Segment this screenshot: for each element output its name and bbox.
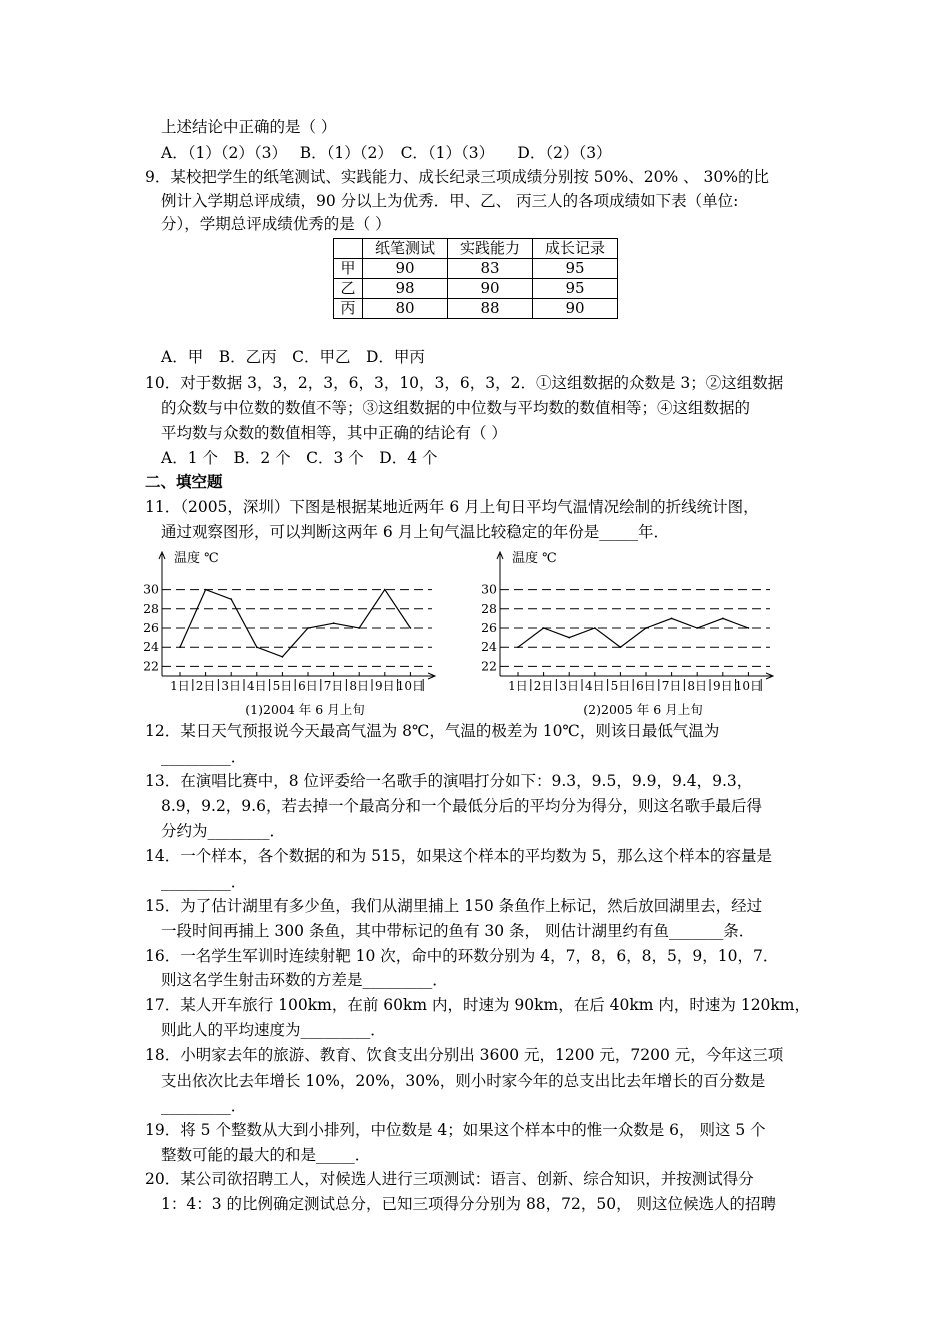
table-header-cell — [334, 239, 363, 259]
q9-options: A．甲 B．乙丙 C．甲乙 D．甲丙 — [161, 348, 425, 366]
q20-line2: 1：4：3 的比例确定测试总分，已知三项得分分别为 88，72，50， 则这位候选人的招聘 — [161, 1195, 777, 1213]
q18-line2: 支出依次比去年增长 10%，20%，30%，则小时家今年的总支出比去年增长的百分数是 — [161, 1072, 766, 1090]
data-point — [696, 627, 698, 629]
x-tick-label: 5日 — [610, 679, 631, 693]
data-point — [282, 656, 284, 658]
table-row — [334, 299, 618, 319]
table-header-cell: 成长记录 — [533, 239, 618, 259]
q13-line1: 13．在演唱比赛中，8 位评委给一名歌手的演唱打分如下：9.3，9.5，9.9，9.4，9.3， — [145, 772, 753, 790]
q9-line1: 9．某校把学生的纸笔测试、实践能力、成长纪录三项成绩分别按 50%、20% 、 30%的比 — [145, 168, 769, 186]
q18-line1: 18．小明家去年的旅游、教育、饮食支出分别出 3600 元，1200 元，7200 元，今年这三项 — [145, 1046, 784, 1064]
data-point — [543, 627, 545, 629]
table-cell: 98 — [363, 279, 448, 299]
y-tick-label: 22 — [143, 658, 159, 674]
data-point — [358, 627, 360, 629]
data-point — [671, 618, 673, 620]
chart-caption: (1)2004 年 6 月上旬 — [245, 702, 365, 717]
x-tick-label: 4日 — [246, 679, 267, 693]
q11-line1: 11．（2005，深圳）下图是根据某地近两年 6 月上旬日平均气温情况绘制的折线统计图， — [145, 498, 759, 516]
data-point — [410, 627, 412, 629]
y-tick-label: 28 — [481, 600, 497, 616]
y-tick-label: 24 — [481, 639, 497, 655]
y-axis-label: 温度 ℃ — [174, 551, 219, 566]
q19-line1: 19．将 5 个整数从大到小排列，中位数是 4；如果这个样本中的惟一众数是 6， 则这 5 个 — [145, 1121, 766, 1139]
q9-line2: 例计入学期总评成绩，90 分以上为优秀．甲、乙、 丙三人的各项成绩如下表（单位: — [161, 192, 739, 210]
q10-line3: 平均数与众数的数值相等，其中正确的结论有（ ） — [161, 424, 507, 442]
line-chart-2005 — [478, 548, 793, 723]
x-tick-label: 1日 — [170, 679, 190, 693]
table-cell: 乙 — [334, 279, 363, 299]
table-cell: 95 — [533, 279, 618, 299]
table-cell: 90 — [448, 279, 533, 299]
data-point — [205, 589, 207, 591]
table-row — [334, 259, 618, 279]
x-tick-label: 10日 — [734, 679, 763, 693]
data-point — [568, 637, 570, 639]
table-cell: 90 — [363, 259, 448, 279]
y-tick-label: 26 — [481, 620, 497, 635]
chart-caption: (2)2005 年 6 月上旬 — [583, 702, 703, 717]
x-tick-label: 2日 — [195, 679, 216, 693]
x-tick-label: 7日 — [323, 679, 344, 693]
q20-line1: 20．某公司欲招聘工人，对候选人进行三项测试：语言、创新、综合知识，并按测试得分 — [145, 1170, 754, 1188]
q12-line2: _________． — [161, 748, 247, 766]
data-point — [620, 646, 622, 648]
table-cell: 80 — [363, 299, 448, 319]
data-point — [230, 598, 232, 600]
x-tick-label: 5日 — [272, 679, 293, 693]
x-tick-label: 6日 — [298, 679, 318, 693]
q14-line1: 14．一个样本，各个数据的和为 515，如果这个样本的平均数为 5，那么这个样本的容量是 — [145, 847, 773, 865]
data-point — [517, 646, 519, 648]
data-point — [307, 627, 309, 629]
q15-line1: 15．为了估计湖里有多少鱼，我们从湖里捕上 150 条鱼作上标记，然后放回湖里去，经过 — [145, 897, 763, 915]
x-tick-label: 3日 — [221, 679, 242, 693]
q14-line2: _________． — [161, 873, 247, 891]
x-tick-label: 8日 — [349, 679, 370, 693]
y-tick-label: 24 — [143, 639, 159, 655]
data-point — [384, 589, 386, 591]
q16-line2: 则这名学生射击环数的方差是_________． — [161, 971, 448, 989]
q16-line1: 16．一名学生军训时连续射靶 10 次，命中的环数分别为 4，7，8，6，8，5，9，10，7． — [145, 947, 779, 965]
q19-line2: 整数可能的最大的和是_____． — [161, 1146, 371, 1164]
data-point — [256, 646, 258, 648]
q12-line1: 12．某日天气预报说今天最高气温为 8℃，气温的极差为 10℃，则该日最低气温为 — [145, 722, 720, 740]
table-row — [334, 279, 618, 299]
data-point — [748, 627, 750, 629]
table-header-cell: 纸笔测试 — [363, 239, 448, 259]
section-heading: 二、填空题 — [145, 472, 223, 491]
x-tick-label: 3日 — [559, 679, 580, 693]
x-tick-label: 9日 — [712, 679, 733, 693]
y-tick-label: 30 — [481, 581, 497, 597]
q9-score-table — [333, 238, 618, 319]
q8-options: A．（1）（2）（3） B．（1）（2） C．（1）（3） D．（2）（3） — [161, 144, 612, 162]
table-cell: 88 — [448, 299, 533, 319]
x-tick-label: 6日 — [636, 679, 656, 693]
q9-line3: 分），学期总评成绩优秀的是（ ） — [161, 215, 391, 233]
table-cell: 丙 — [334, 299, 363, 319]
y-tick-label: 26 — [143, 620, 159, 635]
q15-line2: 一段时间再捕上 300 条鱼，其中带标记的鱼有 30 条， 则估计湖里约有鱼_______条． — [161, 922, 755, 940]
x-tick-label: 2日 — [533, 679, 554, 693]
data-point — [179, 646, 181, 648]
y-tick-label: 22 — [481, 658, 497, 674]
x-tick-label: 8日 — [687, 679, 708, 693]
q13-line3: 分约为________． — [161, 822, 286, 840]
q11-line2: 通过观察图形，可以判断这两年 6 月上旬气温比较稳定的年份是_____年． — [161, 523, 669, 541]
line-chart-2004 — [140, 548, 455, 723]
y-tick-label: 30 — [143, 581, 159, 597]
table-cell: 甲 — [334, 259, 363, 279]
q18-line3: _________． — [161, 1097, 247, 1115]
data-point — [594, 627, 596, 629]
x-tick-label: 7日 — [661, 679, 682, 693]
data-point — [645, 627, 647, 629]
x-tick-label: 9日 — [374, 679, 395, 693]
q10-options: A．1 个 B．2 个 C．3 个 D．4 个 — [161, 449, 438, 467]
data-point — [333, 622, 335, 624]
table-header-cell: 实践能力 — [448, 239, 533, 259]
table-cell: 90 — [533, 299, 618, 319]
table-cell: 95 — [533, 259, 618, 279]
q8-stem-tail: 上述结论中正确的是（ ） — [161, 118, 337, 136]
series-line — [518, 618, 748, 647]
q17-line1: 17．某人开车旅行 100km，在前 60km 内，时速为 90km，在后 40km 内，时速为 120km， — [145, 996, 811, 1014]
table-cell: 83 — [448, 259, 533, 279]
q13-line2: 8.9，9.2，9.6，若去掉一个最高分和一个最低分后的平均分为得分，则这名歌手最后得 — [161, 797, 762, 815]
q17-line2: 则此人的平均速度为_________． — [161, 1021, 386, 1039]
x-tick-label: 10日 — [396, 679, 425, 693]
y-tick-label: 28 — [143, 600, 159, 616]
x-tick-label: 1日 — [508, 679, 528, 693]
q10-line1: 10．对于数据 3，3，2，3，6，3，10，3，6，3，2．①这组数据的众数是 3；②这组数据 — [145, 374, 784, 392]
data-point — [722, 618, 724, 620]
q10-line2: 的众数与中位数的数值不等；③这组数据的中位数与平均数的数值相等；④这组数据的 — [161, 399, 751, 417]
x-tick-label: 4日 — [584, 679, 605, 693]
y-axis-label: 温度 ℃ — [512, 551, 557, 566]
table-header-row — [334, 239, 618, 259]
